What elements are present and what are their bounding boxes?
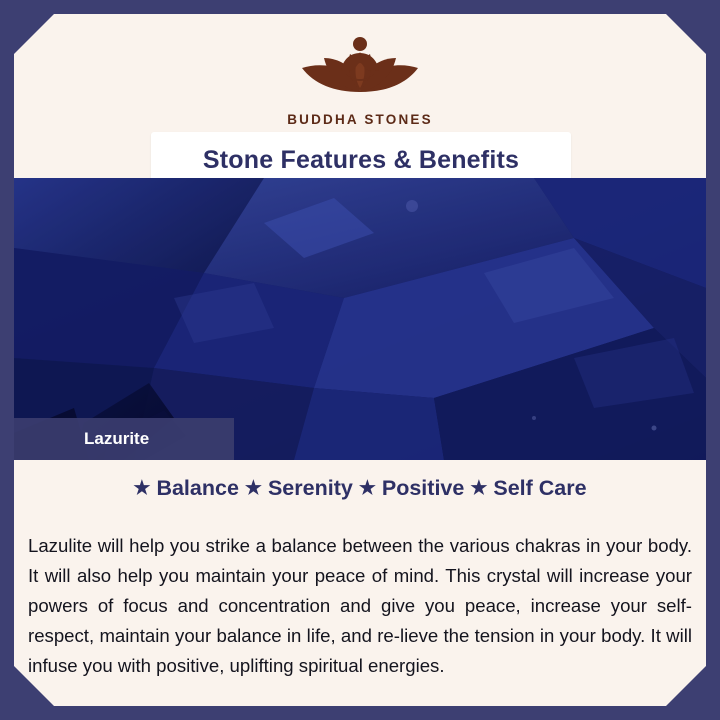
star-icon: ★ [470,478,488,499]
keyword-label: Serenity [267,476,353,500]
star-icon: ★ [133,478,151,499]
stone-name-text: Lazurite [84,429,150,448]
stone-description: Lazulite will help you strike a balance between the various chakras in your body. It will also help you maintain your peace of mind. This crystal will increase your powers of focus and concentration and give you peace, increase your self-respect, maintain your balance in life, and re-lieve the tension in your body. It will infuse you with positive, uplifting spiritual energies. [28,534,692,676]
page-title-text: Stone Features & Benefits [202,145,520,174]
keyword-item-positive [359,476,465,501]
keyword-label: Self Care [493,476,587,500]
keyword-item-balance [133,476,239,501]
keyword-item-serenity [245,476,353,501]
poster-card [14,14,706,706]
lotus-meditation-icon [280,22,440,108]
brand-logo [14,22,706,127]
star-icon: ★ [244,478,262,499]
keyword-label: Positive [381,476,465,500]
brand-name: BUDDHA STONES [287,112,433,127]
star-icon: ★ [358,478,376,499]
keyword-item-self-care [470,476,586,501]
keyword-list [14,476,706,501]
stone-name-badge [14,418,234,460]
keyword-label: Balance [156,476,239,500]
